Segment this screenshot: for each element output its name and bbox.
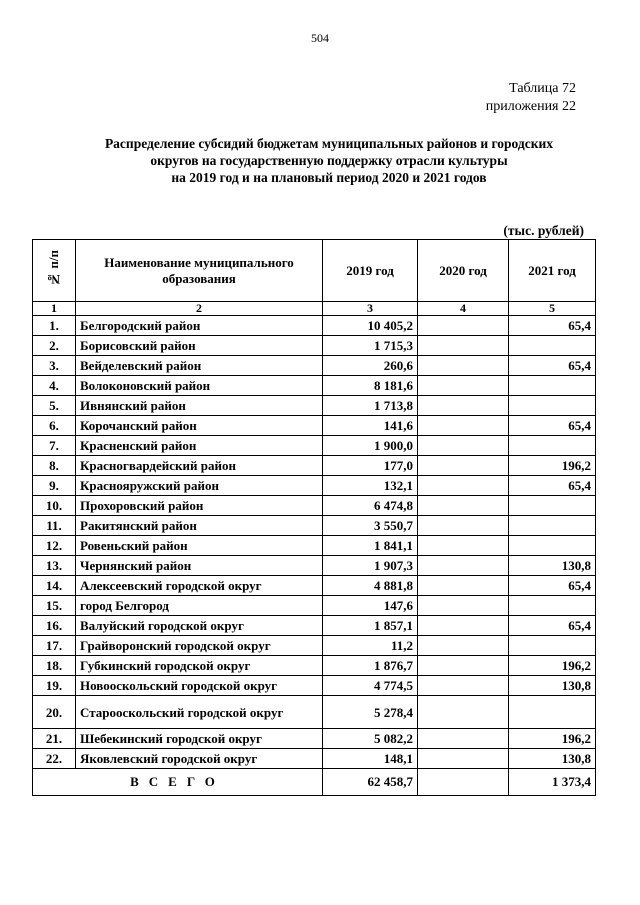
table-ref-line1: Таблица 72	[509, 81, 576, 96]
row-2020	[418, 676, 509, 696]
row-number: 3.	[33, 356, 76, 376]
table-row	[33, 356, 596, 376]
row-2019: 260,6	[323, 356, 418, 376]
row-2020	[418, 556, 509, 576]
subsidy-table	[32, 239, 596, 796]
row-number: 10.	[33, 496, 76, 516]
page-number: 504	[311, 31, 329, 45]
row-2019: 5 082,2	[323, 729, 418, 749]
row-number: 4.	[33, 376, 76, 396]
table-row	[33, 596, 596, 616]
table-row	[33, 656, 596, 676]
row-2020	[418, 356, 509, 376]
row-name: Алексеевский городской округ	[76, 576, 323, 596]
row-2019: 10 405,2	[323, 316, 418, 336]
row-2019: 4 774,5	[323, 676, 418, 696]
row-2021	[509, 336, 596, 356]
row-2021: 196,2	[509, 456, 596, 476]
table-row	[33, 476, 596, 496]
row-2021: 196,2	[509, 656, 596, 676]
row-2019: 141,6	[323, 416, 418, 436]
row-2020	[418, 616, 509, 636]
total-label: ВСЕГО	[33, 769, 323, 796]
row-name: Красногвардейский район	[76, 456, 323, 476]
row-name: Ивнянский район	[76, 396, 323, 416]
row-2021	[509, 536, 596, 556]
row-2019: 5 278,4	[323, 696, 418, 729]
row-number: 16.	[33, 616, 76, 636]
row-2020	[418, 436, 509, 456]
row-2021: 65,4	[509, 356, 596, 376]
table-row	[33, 496, 596, 516]
row-number: 6.	[33, 416, 76, 436]
table-row	[33, 536, 596, 556]
table-row	[33, 516, 596, 536]
table-row	[33, 676, 596, 696]
row-name: Ровеньский район	[76, 536, 323, 556]
col-number: 4	[418, 302, 509, 316]
row-2020	[418, 696, 509, 729]
header-row	[33, 240, 596, 302]
row-number: 21.	[33, 729, 76, 749]
header-2020: 2020 год	[418, 240, 509, 302]
row-name: Яковлевский городской округ	[76, 749, 323, 769]
table-row	[33, 316, 596, 336]
table-row	[33, 456, 596, 476]
row-2020	[418, 376, 509, 396]
row-name: Красненский район	[76, 436, 323, 456]
row-2021	[509, 696, 596, 729]
col-number: 3	[323, 302, 418, 316]
row-2021: 65,4	[509, 416, 596, 436]
row-2021	[509, 436, 596, 456]
total-2019: 62 458,7	[323, 769, 418, 796]
row-2020	[418, 336, 509, 356]
title-line1: Распределение субсидий бюджетам муниципальных районов и городских	[104, 136, 554, 151]
row-2019: 1 713,8	[323, 396, 418, 416]
row-2019: 1 841,1	[323, 536, 418, 556]
row-name: Шебекинский городской округ	[76, 729, 323, 749]
row-2021: 65,4	[509, 616, 596, 636]
row-number: 18.	[33, 656, 76, 676]
row-2019: 8 181,6	[323, 376, 418, 396]
row-2021	[509, 636, 596, 656]
row-number: 20.	[33, 696, 76, 729]
row-2020	[418, 749, 509, 769]
row-2020	[418, 536, 509, 556]
row-2020	[418, 636, 509, 656]
row-2019: 132,1	[323, 476, 418, 496]
row-name: Новооскольский городской округ	[76, 676, 323, 696]
row-2020	[418, 316, 509, 336]
row-name: Белгородский район	[76, 316, 323, 336]
row-2021	[509, 376, 596, 396]
row-name: Чернянский район	[76, 556, 323, 576]
row-name: Борисовский район	[76, 336, 323, 356]
row-name: Волоконовский район	[76, 376, 323, 396]
header-2021: 2021 год	[509, 240, 596, 302]
table-row	[33, 416, 596, 436]
row-2021: 65,4	[509, 476, 596, 496]
col-number: 1	[33, 302, 76, 316]
row-name: Валуйский городской округ	[76, 616, 323, 636]
table-row	[33, 729, 596, 749]
row-2019: 1 900,0	[323, 436, 418, 456]
col-number: 5	[509, 302, 596, 316]
row-2020	[418, 416, 509, 436]
table-row	[33, 556, 596, 576]
table-row	[33, 749, 596, 769]
row-number: 8.	[33, 456, 76, 476]
table-row	[33, 396, 596, 416]
row-number: 13.	[33, 556, 76, 576]
table-reference	[486, 80, 576, 116]
row-name: Ракитянский район	[76, 516, 323, 536]
row-2021: 196,2	[509, 729, 596, 749]
row-2020	[418, 729, 509, 749]
row-name: Краснояружский район	[76, 476, 323, 496]
row-number: 9.	[33, 476, 76, 496]
total-row	[33, 769, 596, 796]
row-2020	[418, 576, 509, 596]
header-2019: 2019 год	[323, 240, 418, 302]
row-2021	[509, 496, 596, 516]
column-number-row	[33, 302, 596, 316]
row-2021: 65,4	[509, 316, 596, 336]
row-2020	[418, 476, 509, 496]
row-2019: 1 715,3	[323, 336, 418, 356]
header-num-text: № п/п	[46, 250, 61, 287]
row-2019: 148,1	[323, 749, 418, 769]
row-2019: 1 857,1	[323, 616, 418, 636]
row-2021	[509, 596, 596, 616]
row-number: 19.	[33, 676, 76, 696]
row-number: 7.	[33, 436, 76, 456]
row-2021: 130,8	[509, 749, 596, 769]
row-2020	[418, 456, 509, 476]
row-2019: 177,0	[323, 456, 418, 476]
row-2019: 6 474,8	[323, 496, 418, 516]
row-number: 14.	[33, 576, 76, 596]
row-number: 2.	[33, 336, 76, 356]
row-name: Прохоровский район	[76, 496, 323, 516]
row-number: 17.	[33, 636, 76, 656]
row-number: 22.	[33, 749, 76, 769]
row-number: 1.	[33, 316, 76, 336]
row-name: Вейделевский район	[76, 356, 323, 376]
row-2019: 1 876,7	[323, 656, 418, 676]
row-number: 5.	[33, 396, 76, 416]
table-row	[33, 636, 596, 656]
row-2021: 130,8	[509, 676, 596, 696]
table-row	[33, 376, 596, 396]
row-2019: 4 881,8	[323, 576, 418, 596]
row-2020	[418, 596, 509, 616]
row-name: Корочанский район	[76, 416, 323, 436]
table-ref-line2: приложения 22	[485, 99, 576, 114]
title-line2: округов на государственную поддержку отрасли культуры	[150, 153, 508, 168]
row-number: 15.	[33, 596, 76, 616]
row-2019: 11,2	[323, 636, 418, 656]
table-row	[33, 616, 596, 636]
table-row	[33, 436, 596, 456]
header-name: Наименование муниципального образования	[76, 240, 323, 302]
row-2021	[509, 516, 596, 536]
header-num	[33, 240, 76, 302]
units-label: (тыс. рублей)	[503, 223, 584, 238]
row-name: город Белгород	[76, 596, 323, 616]
row-name: Губкинский городской округ	[76, 656, 323, 676]
row-2021: 130,8	[509, 556, 596, 576]
row-2019: 3 550,7	[323, 516, 418, 536]
title-line3: на 2019 год и на плановый период 2020 и 2021 годов	[171, 170, 487, 185]
table-row	[33, 696, 596, 729]
row-2021: 65,4	[509, 576, 596, 596]
table-row	[33, 336, 596, 356]
table-row	[33, 576, 596, 596]
row-2020	[418, 656, 509, 676]
row-name: Старооскольский городской округ	[76, 696, 323, 729]
row-2021	[509, 396, 596, 416]
row-name: Грайворонский городской округ	[76, 636, 323, 656]
total-2020	[418, 769, 509, 796]
row-2020	[418, 496, 509, 516]
total-2021: 1 373,4	[509, 769, 596, 796]
row-2020	[418, 396, 509, 416]
row-2019: 147,6	[323, 596, 418, 616]
col-number: 2	[76, 302, 323, 316]
document-title	[60, 135, 598, 186]
row-2020	[418, 516, 509, 536]
row-number: 11.	[33, 516, 76, 536]
row-number: 12.	[33, 536, 76, 556]
row-2019: 1 907,3	[323, 556, 418, 576]
